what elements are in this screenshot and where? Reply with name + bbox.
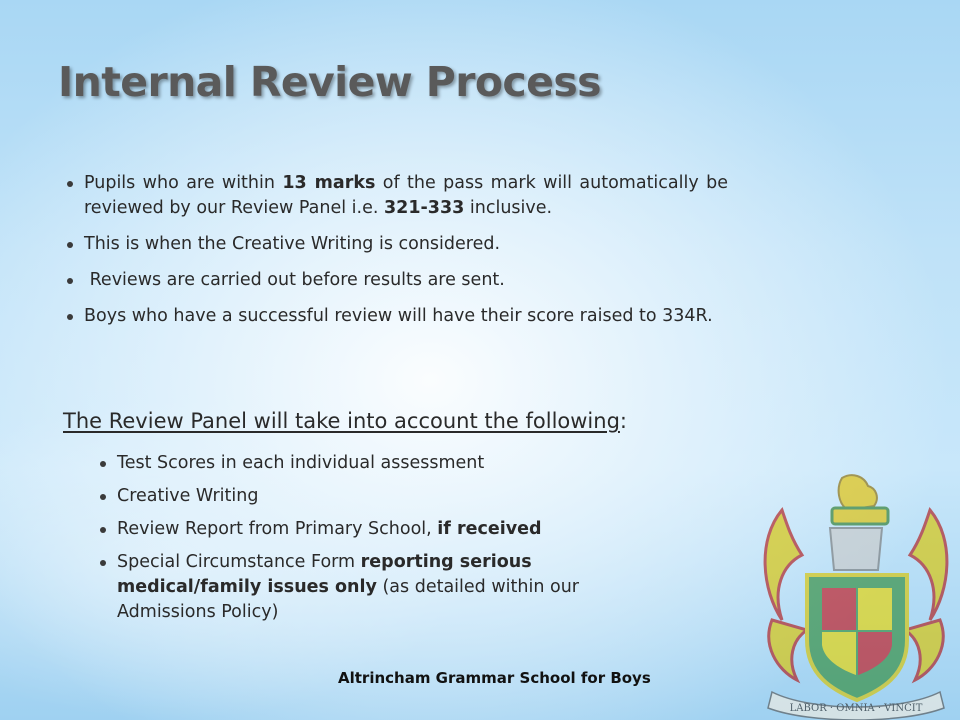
bullet-text: inclusive. — [464, 198, 553, 218]
main-bullet-list — [68, 171, 728, 340]
sub-bullet-text: (as detailed within our Admissions Policy) — [117, 577, 579, 622]
bullet-text: Pupils who are within — [84, 173, 283, 193]
review-panel-heading-text: The Review Panel will take into account the following — [63, 409, 620, 433]
bullet-dot-icon — [100, 494, 106, 500]
sub-bullet-item — [101, 550, 621, 625]
bullet-text: of the pass mark will automatically be reviewed by our Review Panel i.e. — [84, 173, 728, 218]
bullet-item — [68, 268, 728, 293]
sub-bullet-text: Review Report from Primary School, — [117, 519, 438, 539]
sub-bullet-text: Creative Writing — [117, 486, 259, 506]
bullet-dot-icon — [100, 560, 106, 566]
bullet-emphasis: 13 marks — [282, 173, 376, 193]
bullet-item — [68, 304, 728, 329]
sub-bullet-emphasis: reporting serious medical/family issues only — [117, 552, 532, 597]
review-panel-heading-colon: : — [619, 409, 627, 433]
bullet-item — [68, 232, 728, 257]
bullet-dot-icon — [100, 527, 106, 533]
footer-school-name: Altrincham Grammar School for Boys — [338, 669, 651, 687]
bullet-dot-icon — [67, 314, 73, 320]
crest-motto: LABOR · OMNIA · VINCIT — [789, 703, 923, 714]
slide-title: Internal Review Process — [58, 58, 601, 106]
bullet-text: This is when the Creative Writing is considered. — [84, 234, 501, 254]
bullet-dot-icon — [67, 181, 73, 187]
sub-bullet-list — [101, 451, 621, 633]
sub-bullet-item — [101, 451, 621, 476]
bullet-text: Boys who have a successful review will have their score raised to 334R. — [84, 306, 713, 326]
bullet-dot-icon — [67, 278, 73, 284]
bullet-dot-icon — [100, 461, 106, 467]
sub-bullet-text: Test Scores in each individual assessment — [117, 453, 485, 473]
sub-bullet-item — [101, 517, 621, 542]
bullet-item — [68, 171, 728, 221]
sub-bullet-item — [101, 484, 621, 509]
sub-bullet-emphasis: if received — [437, 519, 542, 539]
bullet-text: Reviews are carried out before results are sent. — [84, 270, 505, 290]
review-panel-heading — [63, 409, 627, 433]
school-crest-icon — [752, 470, 960, 720]
bullet-emphasis: 321-333 — [384, 198, 465, 218]
bullet-dot-icon — [67, 242, 73, 248]
sub-bullet-text: Special Circumstance Form — [117, 552, 361, 572]
